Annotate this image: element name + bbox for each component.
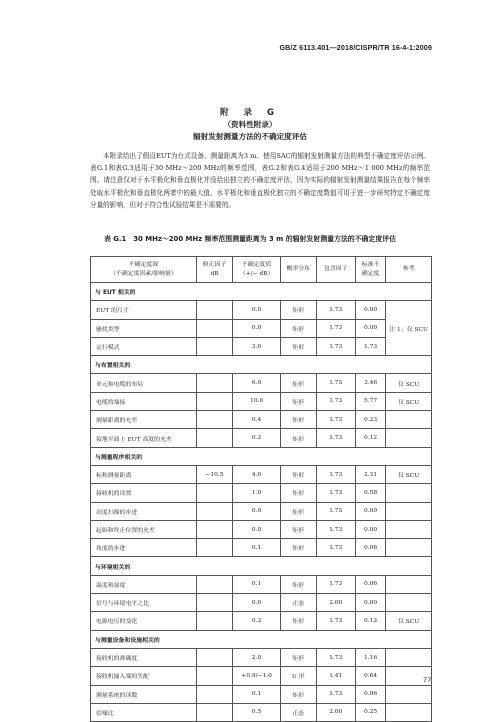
- cell-std-uncertainty: 0.12: [355, 612, 385, 630]
- table-group-row: [91, 557, 432, 575]
- cell-reference: 仅 SCU: [386, 392, 432, 410]
- header-uncertainty: 不确定度值 （+/− dB）: [233, 257, 281, 283]
- table-row: [91, 301, 432, 319]
- group-title: 与环境相关的: [91, 557, 432, 575]
- table-row: [91, 465, 432, 483]
- cell-distribution: 矩形: [281, 484, 317, 502]
- cell-reference: [386, 594, 432, 612]
- cell-source: 接收机的准确度: [91, 648, 197, 666]
- cell-std-uncertainty: 0.00: [355, 319, 385, 337]
- cell-reference: 仅 SCU: [386, 374, 432, 392]
- cell-correction: [196, 502, 232, 520]
- cell-distribution: 矩形: [281, 411, 317, 429]
- cell-reference: [386, 648, 432, 666]
- cell-distribution: 矩形: [281, 337, 317, 355]
- cell-uncertainty: 4.0: [233, 465, 281, 483]
- cell-source: 起始和终止位置的允差: [91, 520, 197, 538]
- cell-uncertainty: 6.0: [233, 374, 281, 392]
- cell-source: 单元和电缆的布局: [91, 374, 197, 392]
- cell-coverage: 1.73: [316, 374, 355, 392]
- table-title: 表 G.1 30 MHz～200 MHz 频率范围测量距离为 3 m 的辐射发射测量方法的不确定度评估: [103, 235, 396, 243]
- cell-std-uncertainty: 0.06: [355, 685, 385, 703]
- intro-paragraph: 本附录给出了假设EUT为台式设备、测量距离为3 m、使用SAC的辐射发射测量方法的典型不确定度评估示例。表G.1和表G.3适用于30 MHz～200 MHz的频率范围，表G.2和表G.4适用于200 MHz～1 000 MHz的频率范围。请注意仅对于水平极化和垂直极化并没给出独立的不确定度评估，因为实际的辐射发射测量结果报告在每个频率处取水平极化和垂直极化两者中的最大值。水平极化和垂直极化独立的不确定度数值可用于进一步研究特定不确定度分量的影响，但对于符合性试验结果是不需要的。: [90, 152, 431, 209]
- table-row: [91, 319, 432, 337]
- cell-uncertainty: 0.1: [233, 685, 281, 703]
- cell-uncertainty: 1.0: [233, 484, 281, 502]
- cell-coverage: 1.41: [316, 667, 355, 685]
- cell-source: 接收机的设置: [91, 484, 197, 502]
- cell-uncertainty: 0.0: [233, 319, 281, 337]
- cell-uncertainty: 0.0: [233, 301, 281, 319]
- cell-coverage: 2.00: [316, 703, 355, 721]
- cell-correction: −10.5: [196, 465, 232, 483]
- cell-correction: [196, 392, 232, 410]
- cell-reference: [386, 520, 432, 538]
- cell-coverage: 2.00: [316, 594, 355, 612]
- header-coverage: 包含因子: [316, 257, 355, 283]
- table-group-row: [91, 283, 432, 301]
- cell-coverage: 1.73: [316, 685, 355, 703]
- cell-coverage: 1.73: [316, 392, 355, 410]
- cell-source: 测量系统的读数: [91, 685, 197, 703]
- cell-reference: [386, 685, 432, 703]
- cell-coverage: 1.73: [316, 319, 355, 337]
- table-row: [91, 337, 432, 355]
- cell-uncertainty: 0.4: [233, 411, 281, 429]
- cell-std-uncertainty: 5.77: [355, 392, 385, 410]
- cell-source: 接收机输入端的失配: [91, 667, 197, 685]
- cell-distribution: 矩形: [281, 429, 317, 447]
- cell-uncertainty: 0.0: [233, 594, 281, 612]
- table-row: [91, 484, 432, 502]
- cell-coverage: 1.73: [316, 429, 355, 447]
- cell-reference: [386, 411, 432, 429]
- cell-reference: 注 1；仅 SCU: [386, 301, 432, 356]
- cell-std-uncertainty: 0.64: [355, 667, 385, 685]
- cell-reference: [386, 484, 432, 502]
- table-row: [91, 612, 432, 630]
- cell-reference: [386, 429, 432, 447]
- cell-distribution: 正态: [281, 703, 317, 721]
- group-title: 与测量设备和设施相关的: [91, 630, 432, 648]
- cell-reference: 仅 SCU: [386, 612, 432, 630]
- cell-uncertainty: 0.5: [233, 703, 281, 721]
- cell-coverage: 1.73: [316, 502, 355, 520]
- cell-uncertainty: 0.0: [233, 520, 281, 538]
- header-source: 不确定度源 （不确定度因素/影响量）: [91, 257, 197, 283]
- cell-distribution: 矩形: [281, 612, 317, 630]
- cell-distribution: 矩形: [281, 520, 317, 538]
- cell-correction: [196, 575, 232, 593]
- cell-std-uncertainty: 0.25: [355, 703, 385, 721]
- table-row: [91, 667, 432, 685]
- cell-coverage: 1.73: [316, 337, 355, 355]
- table-row: [91, 685, 432, 703]
- cell-distribution: 矩形: [281, 374, 317, 392]
- cell-uncertainty: +0.9/−1.0: [233, 667, 281, 685]
- cell-std-uncertainty: 0.00: [355, 502, 385, 520]
- cell-uncertainty: 0.2: [233, 612, 281, 630]
- cell-uncertainty: 0.1: [233, 539, 281, 557]
- cell-correction: [196, 484, 232, 502]
- cell-distribution: 正态: [281, 594, 317, 612]
- cell-correction: [196, 612, 232, 630]
- table-row: [91, 520, 432, 538]
- cell-std-uncertainty: 0.58: [355, 484, 385, 502]
- cell-distribution: 矩形: [281, 575, 317, 593]
- table-row: [91, 429, 432, 447]
- cell-uncertainty: 2.0: [233, 648, 281, 666]
- cell-coverage: 1.73: [316, 484, 355, 502]
- appendix-title: 辐射发射测量方法的不确定度评估: [193, 132, 307, 141]
- cell-coverage: 1.73: [316, 648, 355, 666]
- cell-source: 接地平面上 EUT 高度的允差: [91, 429, 197, 447]
- table-row: [91, 575, 432, 593]
- cell-correction: [196, 411, 232, 429]
- table-row: [91, 411, 432, 429]
- cell-reference: [386, 502, 432, 520]
- cell-source: 信号与环境电平之比: [91, 594, 197, 612]
- cell-uncertainty: 10.0: [233, 392, 281, 410]
- cell-correction: [196, 703, 232, 721]
- cell-uncertainty: 0.1: [233, 575, 281, 593]
- cell-correction: [196, 374, 232, 392]
- cell-coverage: 1.73: [316, 575, 355, 593]
- table-row: [91, 539, 432, 557]
- cell-correction: [196, 648, 232, 666]
- cell-distribution: 矩形: [281, 502, 317, 520]
- uncertainty-table: [90, 256, 432, 722]
- cell-std-uncertainty: 1.16: [355, 648, 385, 666]
- cell-correction: [196, 520, 232, 538]
- cell-distribution: 矩形: [281, 539, 317, 557]
- cell-std-uncertainty: 3.46: [355, 374, 385, 392]
- group-title: 与 EUT 相关的: [91, 283, 432, 301]
- cell-source: 电缆的端接: [91, 392, 197, 410]
- cell-std-uncertainty: 0.00: [355, 594, 385, 612]
- cell-std-uncertainty: 0.06: [355, 539, 385, 557]
- table-row: [91, 648, 432, 666]
- cell-uncertainty: 0.2: [233, 429, 281, 447]
- cell-reference: [386, 575, 432, 593]
- cell-coverage: 1.73: [316, 301, 355, 319]
- page-number: 77: [423, 676, 432, 684]
- cell-correction: [196, 429, 232, 447]
- cell-std-uncertainty: 0.00: [355, 520, 385, 538]
- cell-source: 高度扫描的步进: [91, 502, 197, 520]
- cell-reference: [386, 539, 432, 557]
- standard-id: GB/Z 6113.401—2018/CISPR/TR 16-4-1:2009: [279, 43, 432, 52]
- cell-source: 标称测量距离: [91, 465, 197, 483]
- cell-coverage: 1.73: [316, 465, 355, 483]
- appendix-label: 附 录 G: [220, 108, 280, 118]
- cell-correction: [196, 667, 232, 685]
- header-std-uncertainty: 标准不 确定度: [355, 257, 385, 283]
- header-reference: 参考: [386, 257, 432, 283]
- cell-source: 运行模式: [91, 337, 197, 355]
- cell-uncertainty: 3.0: [233, 337, 281, 355]
- cell-distribution: 矩形: [281, 301, 317, 319]
- cell-correction: [196, 685, 232, 703]
- cell-std-uncertainty: 0.23: [355, 411, 385, 429]
- cell-distribution: U 形: [281, 667, 317, 685]
- table-row: [91, 374, 432, 392]
- cell-correction: [196, 594, 232, 612]
- cell-source: 测量距离的允差: [91, 411, 197, 429]
- cell-std-uncertainty: 1.73: [355, 337, 385, 355]
- cell-source: 角度的步进: [91, 539, 197, 557]
- cell-uncertainty: 0.0: [233, 502, 281, 520]
- header-distribution: 概率分布: [281, 257, 317, 283]
- table-row: [91, 594, 432, 612]
- table-group-row: [91, 630, 432, 648]
- cell-correction: [196, 301, 232, 319]
- cell-std-uncertainty: 0.06: [355, 575, 385, 593]
- table-group-row: [91, 447, 432, 465]
- cell-correction: [196, 337, 232, 355]
- cell-reference: [386, 703, 432, 721]
- cell-source: 信噪比: [91, 703, 197, 721]
- header-correction: 修正因子 dB: [196, 257, 232, 283]
- cell-std-uncertainty: 2.31: [355, 465, 385, 483]
- group-title: 与测量程序相关的: [91, 447, 432, 465]
- cell-distribution: 矩形: [281, 685, 317, 703]
- table-header-row: [91, 257, 432, 283]
- cell-source: 骚扰类型: [91, 319, 197, 337]
- cell-distribution: 矩形: [281, 465, 317, 483]
- cell-coverage: 1.73: [316, 539, 355, 557]
- cell-correction: [196, 319, 232, 337]
- cell-coverage: 1.73: [316, 411, 355, 429]
- appendix-info: （资料性附录）: [223, 120, 277, 129]
- cell-source: EUT 的尺寸: [91, 301, 197, 319]
- group-title: 与布置相关的: [91, 356, 432, 374]
- cell-source: 温度和湿度: [91, 575, 197, 593]
- table-group-row: [91, 356, 432, 374]
- cell-distribution: 矩形: [281, 319, 317, 337]
- cell-coverage: 1.73: [316, 612, 355, 630]
- cell-std-uncertainty: 0.00: [355, 301, 385, 319]
- cell-correction: [196, 539, 232, 557]
- cell-std-uncertainty: 0.12: [355, 429, 385, 447]
- table-row: [91, 392, 432, 410]
- cell-distribution: 矩形: [281, 392, 317, 410]
- cell-distribution: 矩形: [281, 648, 317, 666]
- cell-reference: 仅 SCU: [386, 465, 432, 483]
- table-row: [91, 502, 432, 520]
- cell-coverage: 1.73: [316, 520, 355, 538]
- cell-source: 电源电压的变化: [91, 612, 197, 630]
- table-row: [91, 703, 432, 721]
